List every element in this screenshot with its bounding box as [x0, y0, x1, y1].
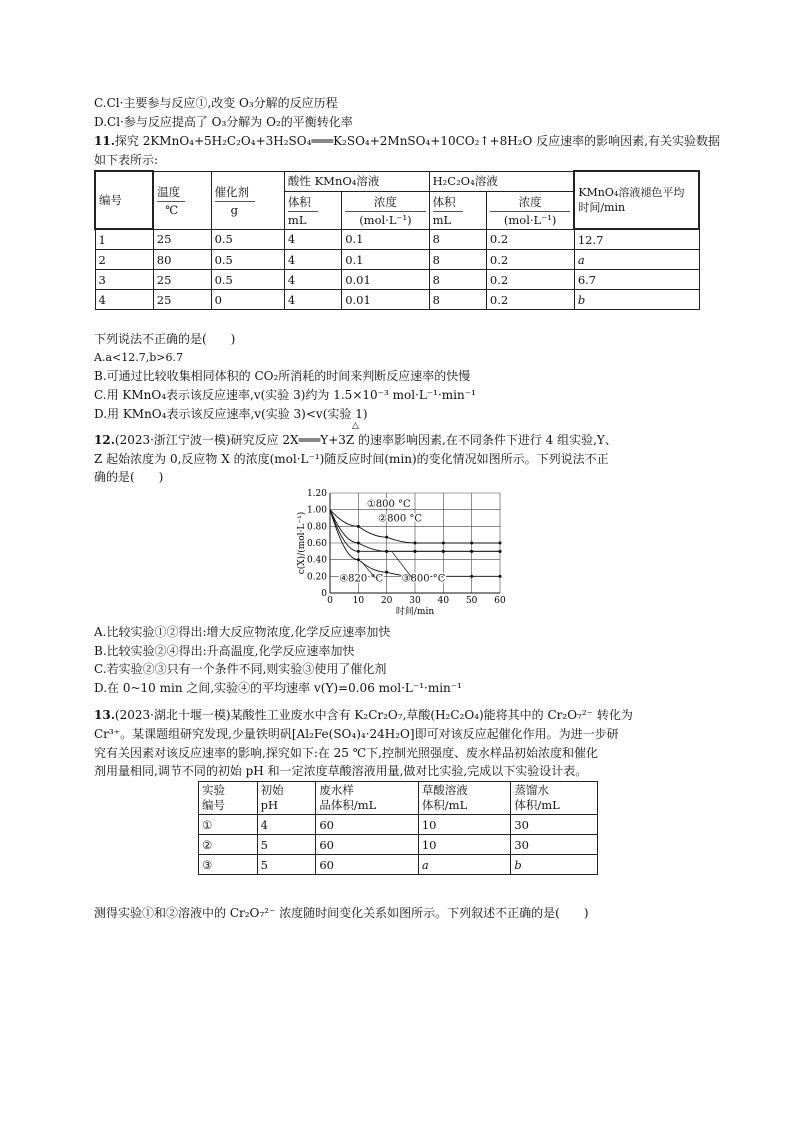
y-axis-label: c(X)/(mol·L⁻¹) — [297, 511, 307, 575]
series-point — [414, 550, 417, 553]
q11-header-kmno4: 酸性 KMnO₄溶液 — [284, 171, 429, 191]
x-tick-label: 60 — [494, 596, 506, 606]
q13-table — [198, 781, 598, 875]
table-cell: 0.2 — [486, 229, 574, 250]
q11-header-id: 编号 — [95, 171, 153, 229]
q11-stem — [94, 132, 720, 150]
table-cell: 4 — [257, 815, 316, 835]
q12-option-b: B.比较实验②④得出:升高温度,化学反应速率加快 — [94, 644, 355, 658]
table-cell: b — [574, 290, 699, 310]
series-point — [499, 542, 502, 545]
q12-stem-line3: 确的是( ) — [94, 470, 164, 484]
q12-option-a: A.比较实验①②得出:增大反应物浓度,化学反应速率加快 — [94, 625, 391, 639]
table-cell: 25 — [153, 270, 211, 290]
q11-header-vol2 — [429, 191, 486, 229]
table-cell: 0.1 — [342, 229, 429, 250]
table-cell: 10 — [418, 835, 511, 855]
q13-stem-line1: (2023·湖北十堰一模)某酸性工业废水中含有 K₂Cr₂O₇,草酸(H₂C₂O₄)能将其中的 Cr₂O₇²⁻ 转化为 — [114, 708, 633, 722]
q11-header-conc2-label: 浓度 — [518, 194, 542, 209]
series-point — [470, 542, 473, 545]
q11-option-c: C.用 KMnO₄表示该反应速率,v(实验 3)约为 1.5×10⁻³ mol·L⁻¹·min⁻¹ — [94, 388, 476, 402]
q11-header-vol2-unit: mL — [432, 212, 452, 227]
table-cell: 2 — [95, 250, 153, 270]
table-cell: 30 — [511, 815, 598, 835]
q12-option-d: D.在 0~10 min 之间,实验④的平均速率 v(Y)=0.06 mol·L⁻¹·min⁻¹ — [94, 681, 462, 695]
table-row — [199, 815, 598, 835]
table-cell: 60 — [316, 855, 418, 875]
table-cell: 8 — [429, 250, 486, 270]
q11-header-cat-unit: g — [230, 202, 238, 217]
table-row — [199, 835, 598, 855]
table-cell: 4 — [95, 290, 153, 310]
q12-stem-1 — [94, 431, 617, 449]
q11-header-temp-label: 温度 — [157, 184, 181, 199]
series-point — [385, 536, 388, 539]
table-cell: 8 — [429, 270, 486, 290]
table-cell: 4 — [284, 250, 341, 270]
y-tick-label: 1.20 — [306, 489, 327, 499]
q13-header-waste-2: 品体积/mL — [319, 798, 377, 812]
x-tick-label: 40 — [437, 596, 450, 606]
q13-header-ph-1: 初始 — [260, 783, 284, 797]
y-tick-label: 0.40 — [306, 555, 327, 566]
q12-heat-mark: △ — [352, 421, 359, 431]
series-point — [442, 550, 445, 553]
q11-header-temp-unit: ℃ — [165, 202, 179, 217]
table-cell: 4 — [284, 229, 341, 250]
table-cell: 3 — [95, 270, 153, 290]
table-cell: 6.7 — [574, 270, 699, 290]
series-point — [470, 575, 473, 578]
q13-header-water-1: 蒸馏水 — [514, 783, 549, 797]
table-row — [95, 229, 699, 250]
table-cell: 4 — [284, 290, 341, 310]
q11-header-conc2 — [486, 191, 574, 229]
table-cell: a — [574, 250, 699, 270]
table-cell: 0 — [211, 290, 284, 310]
q11-header-vol1-label: 体积 — [287, 194, 311, 209]
series-point — [357, 542, 360, 545]
q11-header-conc1-label: 浓度 — [373, 194, 397, 209]
q11-header-conc1-unit: (mol·L⁻¹) — [359, 212, 412, 227]
x-tick-label: 20 — [380, 596, 393, 606]
table-cell: a — [418, 855, 511, 875]
q13-header-ph-2: pH — [260, 798, 279, 812]
table-cell: 25 — [153, 290, 211, 310]
y-tick-label: 0.60 — [306, 539, 327, 549]
table-cell: 0.5 — [211, 270, 284, 290]
q13-last: 测得实验①和②溶液中的 Cr₂O₇²⁻ 浓度随时间变化关系如图所示。下列叙述不正确的是( ) — [94, 906, 589, 920]
series-point — [385, 571, 388, 574]
q13-header-waste — [316, 782, 418, 815]
q11-stem-line1: 探究 2KMnO₄+5H₂C₂O₄+3H₂SO₄═══K₂SO₄+2MnSO₄+10CO₂↑+8H₂O 反应速率的影响因素,有关实验数据 — [114, 134, 720, 148]
q13-header-water-2: 体积/mL — [514, 798, 560, 812]
q11-header-time — [574, 171, 699, 229]
q13-header-oxalic-2: 体积/mL — [421, 798, 468, 812]
q13-header-id-2: 编号 — [202, 798, 225, 812]
q11-header-cat — [211, 171, 284, 229]
q13-stem-line4: 剂用量相同,调节不同的初始 pH 和一定浓度草酸溶液用量,做对比实验,完成以下实验设计表。 — [94, 764, 588, 778]
x-axis-label: 时间/min — [395, 607, 435, 615]
y-tick-label: 0.20 — [306, 572, 327, 583]
series-point — [499, 575, 502, 578]
q11-option-a: A.a<12.7,b>6.7 — [94, 351, 183, 364]
q13-header-ph — [257, 782, 316, 815]
q10-option-c: C.Cl·主要参与反应①,改变 O₃分解的反应历程 — [94, 96, 338, 110]
series-point — [357, 550, 360, 553]
table-cell: 0.1 — [342, 250, 429, 270]
table-cell: 8 — [429, 229, 486, 250]
table-cell: 0.2 — [486, 270, 574, 290]
q13-header-oxalic-1: 草酸溶液 — [421, 783, 468, 797]
series-point — [357, 558, 360, 561]
q11-header-cat-label: 催化剂 — [214, 184, 250, 199]
series-label: ②800 °C — [378, 513, 423, 525]
series-point — [470, 550, 473, 553]
q11-option-b: B.可通过比较收集相同体积的 CO₂所消耗的时间来判断反应速率的快慢 — [94, 369, 471, 383]
q11-ask: 下列说法不正确的是( ) — [94, 332, 236, 346]
table-cell: 30 — [511, 835, 598, 855]
q10-option-d: D.Cl·参与反应提高了 O₃分解为 O₂的平衡转化率 — [94, 115, 353, 129]
q12-chart-svg — [296, 487, 516, 615]
series-label: ①800 °C — [366, 499, 411, 511]
q13-header-id-1: 实验 — [202, 783, 225, 797]
table-row — [95, 250, 699, 270]
q11-header-temp — [153, 171, 211, 229]
x-tick-label: 10 — [352, 596, 365, 606]
q11-header-vol2-label: 体积 — [432, 194, 456, 209]
table-row — [199, 855, 598, 875]
table-cell: 60 — [316, 835, 418, 855]
table-cell: 25 — [153, 229, 211, 250]
y-tick-label: 1.00 — [306, 505, 327, 516]
table-cell: 10 — [418, 815, 511, 835]
q12-stem-line2: Z 起始浓度为 0,反应物 X 的浓度(mol·L⁻¹)随反应时间(min)的变化情况如图所示。下列说法不正 — [94, 452, 609, 466]
series-point — [442, 542, 445, 545]
table-cell: 0.01 — [342, 270, 429, 290]
table-cell: 5 — [257, 835, 316, 855]
q11-header-time-1: KMnO₄溶液褪色平均 — [578, 186, 685, 199]
table-row — [95, 290, 699, 310]
q12-stem-line1: (2023·浙江宁波一模)研究反应 2X═══Y+3Z 的速率影响因素,在不同条件下进行 4 组实验,Y、 — [114, 433, 617, 447]
q11-option-d: D.用 KMnO₄表示该反应速率,v(实验 3)<v(实验 1) — [94, 407, 368, 421]
table-cell: 60 — [316, 815, 418, 835]
series-point — [499, 550, 502, 553]
q13-header-id — [199, 782, 258, 815]
y-tick-label: 0.80 — [306, 522, 327, 533]
series-label: ④820 °C — [339, 573, 384, 585]
q11-table — [94, 170, 700, 310]
table-cell: ② — [199, 835, 258, 855]
q11-header-vol1-unit: mL — [287, 212, 307, 227]
table-cell: 0.5 — [211, 250, 284, 270]
x-tick-label: 0 — [327, 596, 333, 606]
q11-header-h2c2o4: H₂C₂O₄溶液 — [429, 171, 574, 191]
x-tick-label: 30 — [409, 596, 421, 606]
table-cell: 8 — [429, 290, 486, 310]
table-cell: 4 — [284, 270, 341, 290]
q13-number: 13. — [94, 708, 115, 722]
x-tick-label: 50 — [465, 596, 478, 606]
series-label: ③800 °C — [401, 573, 446, 585]
q12-number: 12. — [94, 433, 115, 447]
q11-header-time-2: 时间/min — [578, 201, 626, 214]
table-cell: ① — [199, 815, 258, 835]
table-cell: 5 — [257, 855, 316, 875]
series-point — [385, 550, 388, 553]
series-point — [357, 525, 360, 528]
series-point — [414, 542, 417, 545]
q11-header-conc1 — [342, 191, 429, 229]
q12-chart — [296, 487, 516, 615]
table-cell: 0.5 — [211, 229, 284, 250]
q11-number: 11. — [94, 134, 115, 148]
table-row — [95, 270, 699, 290]
table-cell: 0.2 — [486, 250, 574, 270]
table-cell: 1 — [95, 229, 153, 250]
table-cell: 0.01 — [342, 290, 429, 310]
q12-option-c: C.若实验②③只有一个条件不同,则实验③使用了催化剂 — [94, 662, 387, 676]
table-cell: 12.7 — [574, 229, 699, 250]
q13-header-water — [511, 782, 598, 815]
q13-header-waste-1: 废水样 — [319, 783, 354, 797]
q11-header-vol1 — [284, 191, 341, 229]
table-cell: 80 — [153, 250, 211, 270]
q13-stem-line2: Cr³⁺。某课题组研究发现,少量铁明矾[Al₂Fe(SO₄)₄·24H₂O]即可对该反应起催化作用。为进一步研 — [94, 727, 619, 741]
q13-stem-line3: 究有关因素对该反应速率的影响,探究如下:在 25 ℃下,控制光照强度、废水样品初始浓度和催化 — [94, 746, 598, 760]
y-tick-label: 0 — [321, 589, 327, 599]
q11-stem-line2: 如下表所示: — [94, 153, 159, 167]
table-cell: ③ — [199, 855, 258, 875]
q13-header-oxalic — [418, 782, 511, 815]
q11-header-conc2-unit: (mol·L⁻¹) — [503, 212, 557, 227]
table-cell: 0.2 — [486, 290, 574, 310]
table-cell: b — [511, 855, 598, 875]
q13-stem-1 — [94, 706, 633, 724]
